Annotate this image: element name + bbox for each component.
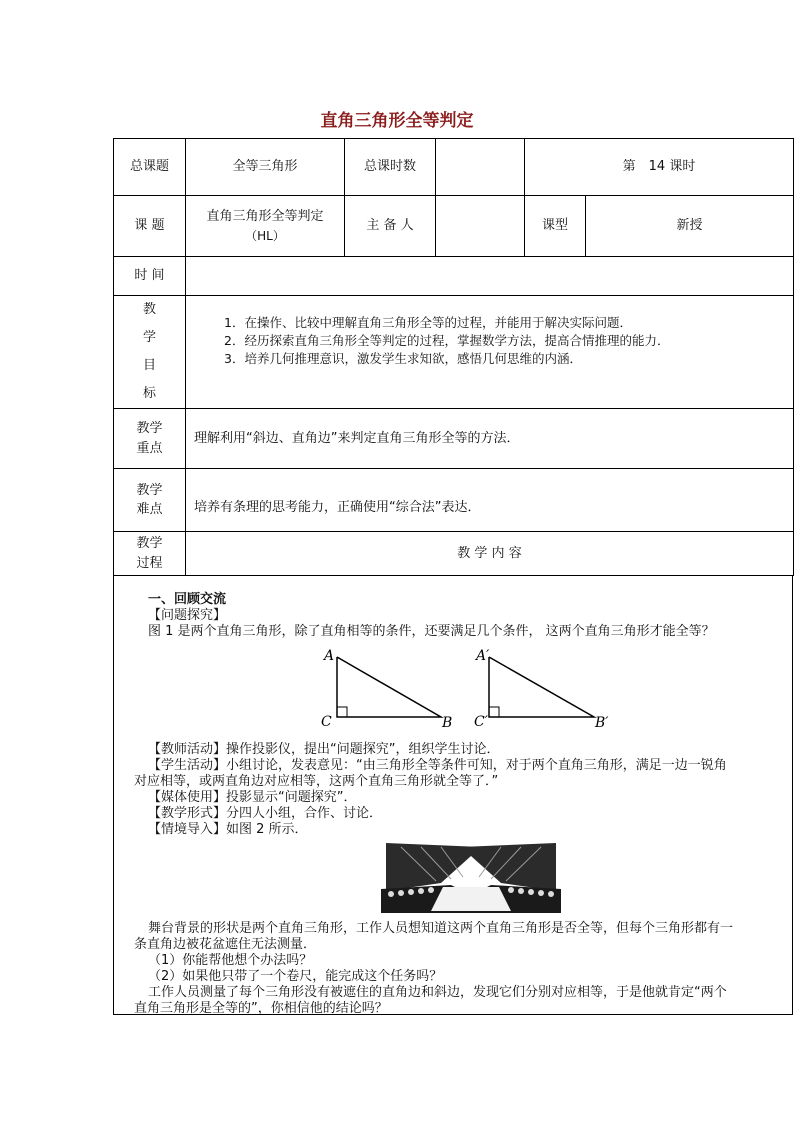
total-hours-value	[436, 139, 525, 196]
section-title: 一、回顾交流	[148, 592, 227, 607]
key-point-label: 教学 重点	[114, 409, 186, 469]
lesson-content	[113, 575, 793, 1015]
triangle-a2b2c2	[474, 648, 609, 731]
triangle-abc	[321, 648, 452, 731]
process-label: 教学 过程	[114, 532, 186, 576]
topic-value-line2: （HL）	[245, 228, 285, 243]
difficulty-text: 培养有条理的思考能力，正确使用“综合法”表达．	[186, 469, 794, 532]
vertex-a-prime: A′	[476, 648, 490, 664]
scene-intro: 【情境导入】如图 2 所示．	[148, 822, 308, 837]
lesson-plan-table	[113, 138, 794, 576]
total-hours-label: 总课时数	[345, 139, 436, 196]
goals-content	[186, 296, 794, 409]
conclusion-line2: 直角三角形是全等的”，你相信他的结论吗？	[134, 1001, 388, 1016]
media-usage: 【媒体使用】投影显示“问题探究”．	[148, 790, 357, 805]
preparer-label: 主 备 人	[345, 196, 436, 257]
topic-value	[186, 196, 345, 257]
vertex-b: B	[442, 715, 453, 731]
general-topic-label: 总课题	[114, 139, 186, 196]
vertex-c: C	[321, 714, 332, 730]
teaching-form: 【教学形式】分四人小组，合作、讨论．	[148, 806, 383, 821]
goal-item: 2．经历探索直角三角形全等判定的过程，掌握数学方法，提高合情推理的能力．	[224, 333, 670, 349]
stage-paragraph-line2: 条直角边被花盆遮住无法测量．	[134, 937, 317, 952]
conclusion-line1: 工作人员测量了每个三角形没有被遮住的直角边和斜边，发现它们分别对应相等，于是他就肯定“两个	[148, 985, 727, 1000]
goal-item: 3．培养几何推理意识，激发学生求知欲，感悟几何思维的内涵．	[224, 351, 582, 367]
figure-1-triangles	[314, 645, 644, 735]
vertex-b-prime: B′	[595, 715, 609, 731]
student-activity-line2: 对应相等，或两直角边对应相等，这两个直角三角形就全等了．”	[134, 774, 499, 789]
process-header: 教 学 内 容	[186, 532, 794, 576]
general-topic-value: 全等三角形	[186, 139, 345, 196]
lesson-type-value: 新授	[586, 196, 794, 257]
topic-value-line1: 直角三角形全等判定	[206, 209, 324, 225]
page-title: 直角三角形全等判定	[320, 111, 474, 131]
goals-label: 教 学 目 标	[114, 296, 186, 409]
problem-text: 图 1 是两个直角三角形，除了直角相等的条件，还要满足几个条件， 这两个直角三角形才能全等？	[148, 624, 715, 639]
difficulty-label: 教学 难点	[114, 469, 186, 532]
lesson-type-label: 课型	[525, 196, 586, 257]
vertex-a: A	[324, 648, 335, 664]
teacher-activity: 【教师活动】操作投影仪，提出“问题探究”，组织学生讨论．	[148, 742, 500, 757]
topic-label: 课 题	[114, 196, 186, 257]
student-activity-line1: 【学生活动】小组讨论，发表意见：“由三角形全等条件可知，对于两个直角三角形，满足一边一锐角	[148, 758, 727, 773]
stage-paragraph-line1: 舞台背景的形状是两个直角三角形，工作人员想知道这两个直角三角形是否全等，但每个三角形都有一	[148, 921, 734, 936]
preparer-value	[436, 196, 525, 257]
goal-item: 1．在操作、比较中理解直角三角形全等的过程，并能用于解决实际问题．	[224, 315, 632, 330]
lesson-number: 第 14 课时	[525, 139, 794, 196]
vertex-c-prime: C′	[474, 714, 488, 730]
figure-2-stage-photo	[381, 841, 561, 913]
time-label: 时 间	[114, 257, 186, 296]
question-2: （2）如果他只带了一个卷尺，能完成这个任务吗？	[148, 969, 443, 984]
time-value	[186, 257, 794, 296]
key-point-text: 理解利用“斜边、直角边”来判定直角三角形全等的方法．	[186, 409, 794, 469]
problem-tag: 【问题探究】	[148, 608, 227, 623]
question-1: （1）你能帮他想个办法吗？	[148, 953, 313, 968]
